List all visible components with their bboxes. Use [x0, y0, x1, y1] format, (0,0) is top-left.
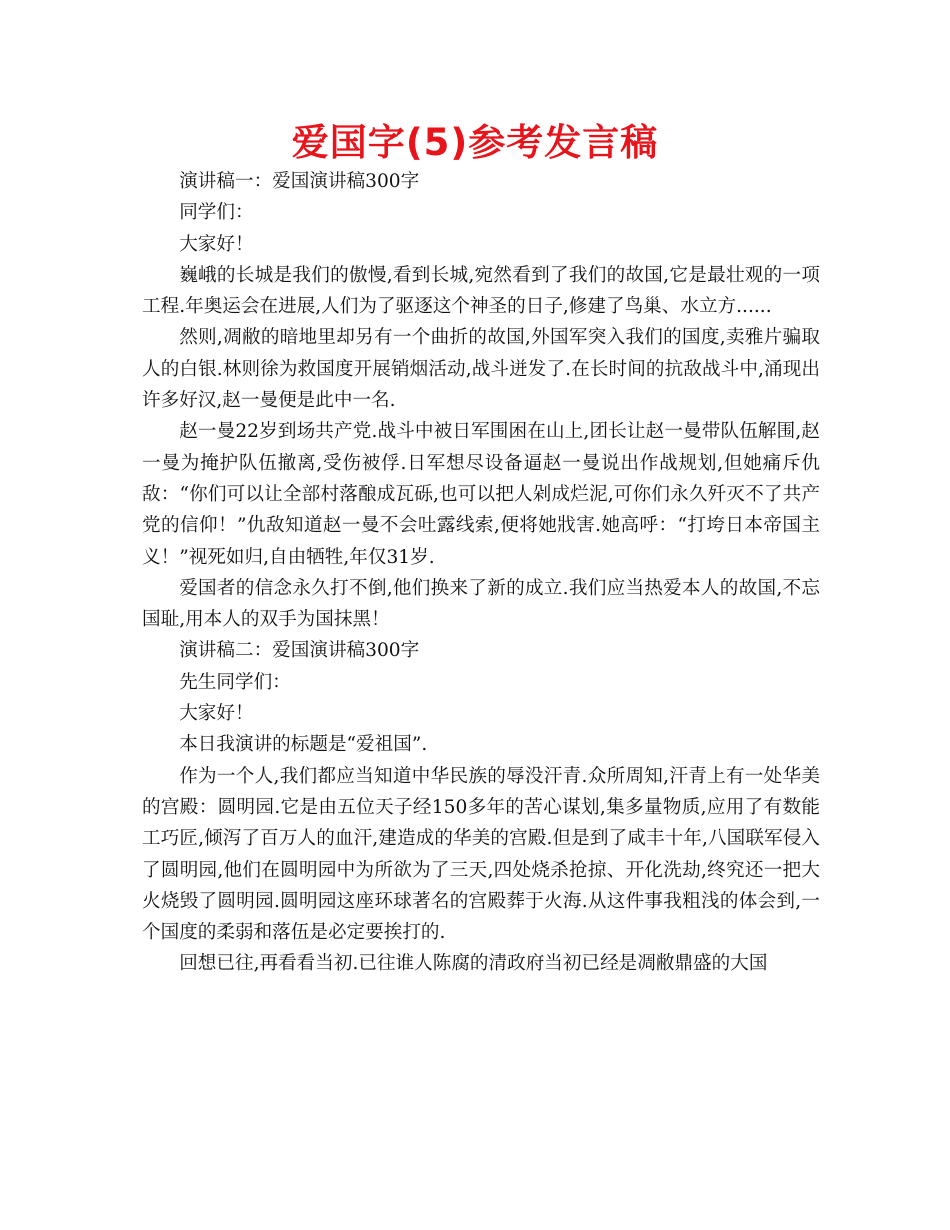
body-paragraph: 巍峨的长城是我们的傲慢,看到长城,宛然看到了我们的故国,它是最壮观的一项工程.年奥运会在进展,人们为了驱逐这个神圣的日子,修建了鸟巢、水立方...... [142, 264, 820, 318]
body-paragraph: 然则,凋敝的暗地里却另有一个曲折的故国,外国军突入我们的国度,卖雅片骗取人的白银.林则徐为救国度开展销烟活动,战斗迸发了.在长时间的抗敌战斗中,涌现出许多好汉,赵一曼便是此中一名. [142, 327, 820, 412]
document-body [142, 166, 820, 980]
body-paragraph: 赵一曼22岁到场共产党.战斗中被日军围困在山上,团长让赵一曼带队伍解围,赵一曼为掩护队伍撤离,受伤被俘.日军想尽设备逼赵一曼说出作战规划,但她痛斥仇敌：“你们可以让全部村落酿成瓦砾,也可以把人剁成烂泥,可你们永久歼灭不了共产党的信仰！”仇敌知道赵一曼不会吐露线索,便将她戕害.她高呼：“打垮日本帝国主义！”视死如归,自由牺牲,年仅31岁. [142, 421, 820, 568]
speech-two-heading: 演讲稿二：爱国演讲稿300字 [179, 640, 420, 662]
body-paragraph: 回想已往,再看看当初.已往谁人陈腐的清政府当初已经是凋敝鼎盛的大国 [179, 953, 768, 975]
body-paragraph: 作为一个人,我们都应当知道中华民族的辱没汗青.众所周知,汗青上有一处华美的宫殿：圆明园.它是由五位天子经150多年的苦心谋划,集多量物质,应用了有数能工巧匠,倾泻了百万人的血汗,建造成的华美的宫殿.但是到了咸丰十年,八国联军侵入了圆明园,他们在圆明园中为所欲为了三天,四处烧杀抢掠、开化洗劫,终究还一把大火烧毁了圆明园.圆明园这座环球著名的宫殿葬于火海.从这件事我粗浅的体会到,一个国度的柔弱和落伍是必定要挨打的. [142, 765, 820, 944]
document-title: 爱国字(5)参考发言稿 [291, 121, 659, 164]
greeting: 大家好！ [179, 703, 254, 725]
speech-topic: 本日我演讲的标题是“爱祖国”. [179, 734, 428, 756]
greeting: 大家好！ [179, 233, 254, 255]
body-paragraph: 爱国者的信念永久打不倒,他们换来了新的成立.我们应当热爱本人的故国,不忘国耻,用本人的双手为国抹黑！ [142, 577, 820, 631]
salutation: 先生同学们： [179, 671, 291, 693]
speech-one-heading: 演讲稿一：爱国演讲稿300字 [179, 171, 420, 192]
salutation: 同学们： [179, 202, 254, 224]
